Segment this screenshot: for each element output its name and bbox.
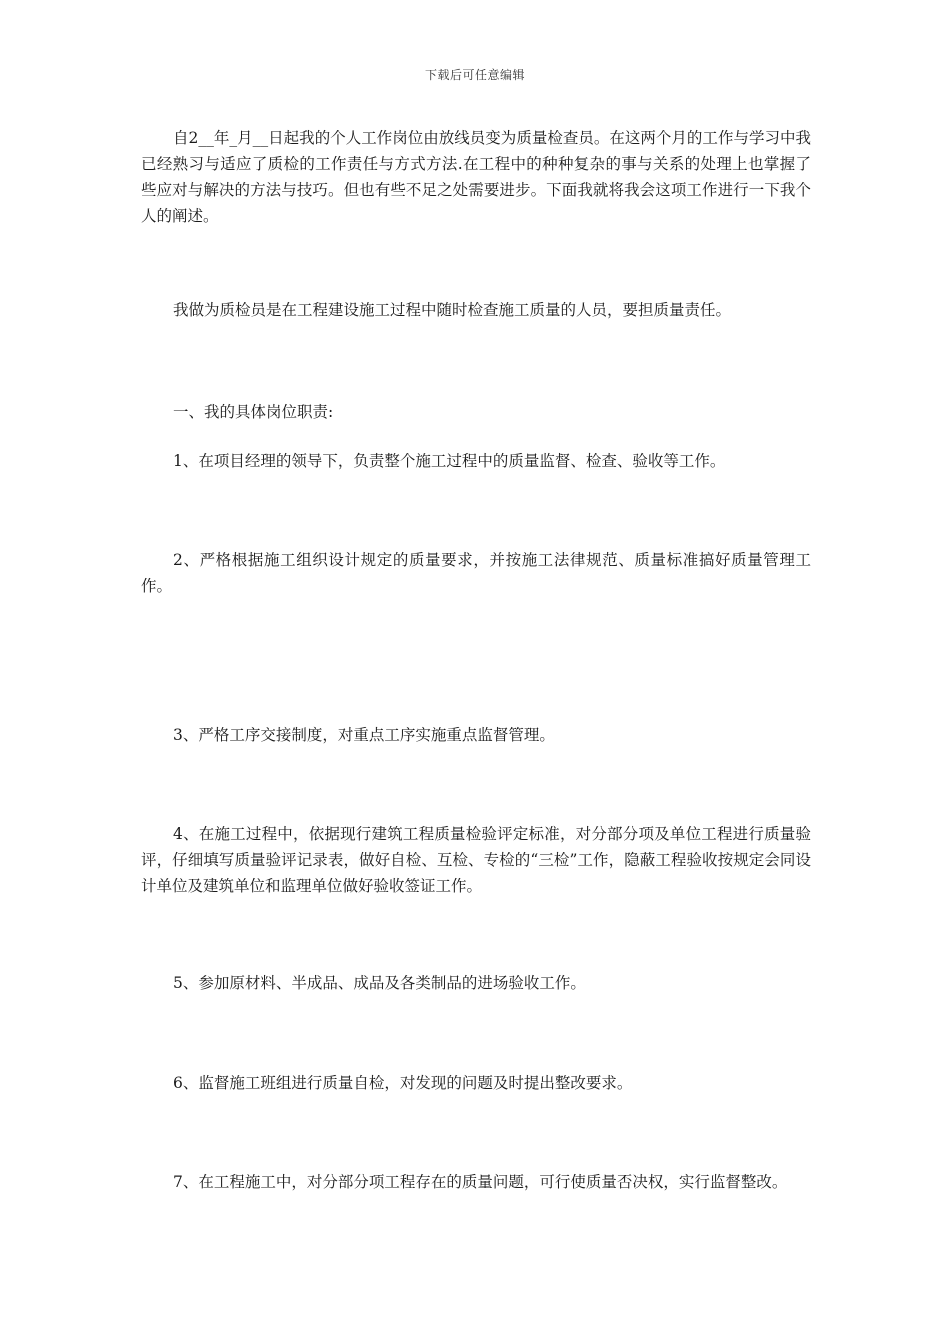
paragraph-intro: 自2__年_月__日起我的个人工作岗位由放线员变为质量检查员。在这两个月的工作与学习中我已经熟习与适应了质检的工作责任与方式方法.在工程中的种种复杂的事与关系的处理上也掌握了些应对与解决的方法与技巧。但也有些不足之处需要进步。下面我就将我会这项工作进行一下我个人的阐述。	[141, 129, 811, 225]
paragraph-role: 我做为质检员是在工程建设施工过程中随时检查施工质量的人员，要担质量责任。	[173, 301, 732, 319]
duty-item-7: 7、在工程施工中，对分部分项工程存在的质量问题，可行使质量否决权，实行监督整改。	[173, 1173, 788, 1191]
duty-item-5: 5、参加原材料、半成品、成品及各类制品的进场验收工作。	[173, 974, 586, 992]
duty-item-6: 6、监督施工班组进行质量自检，对发现的问题及时提出整改要求。	[173, 1074, 633, 1092]
duty-item-3: 3、严格工序交接制度，对重点工序实施重点监督管理。	[173, 726, 555, 744]
section-heading: 一、我的具体岗位职责:	[173, 403, 334, 421]
duty-item-2: 2、严格根据施工组织设计规定的质量要求，并按施工法律规范、质量标准搞好质量管理工作。	[141, 551, 811, 595]
duty-item-4: 4、在施工过程中，依据现行建筑工程质量检验评定标准，对分部分项及单位工程进行质量验评，仔细填写质量验评记录表，做好自检、互检、专检的“三检”工作，隐蔽工程验收按规定会同设计单位及建筑单位和监理单位做好验收签证工作。	[141, 825, 811, 895]
page-header: 下载后可任意编辑	[424, 68, 525, 82]
duty-item-1: 1、在项目经理的领导下，负责整个施工过程中的质量监督、检查、验收等工作。	[173, 452, 726, 470]
